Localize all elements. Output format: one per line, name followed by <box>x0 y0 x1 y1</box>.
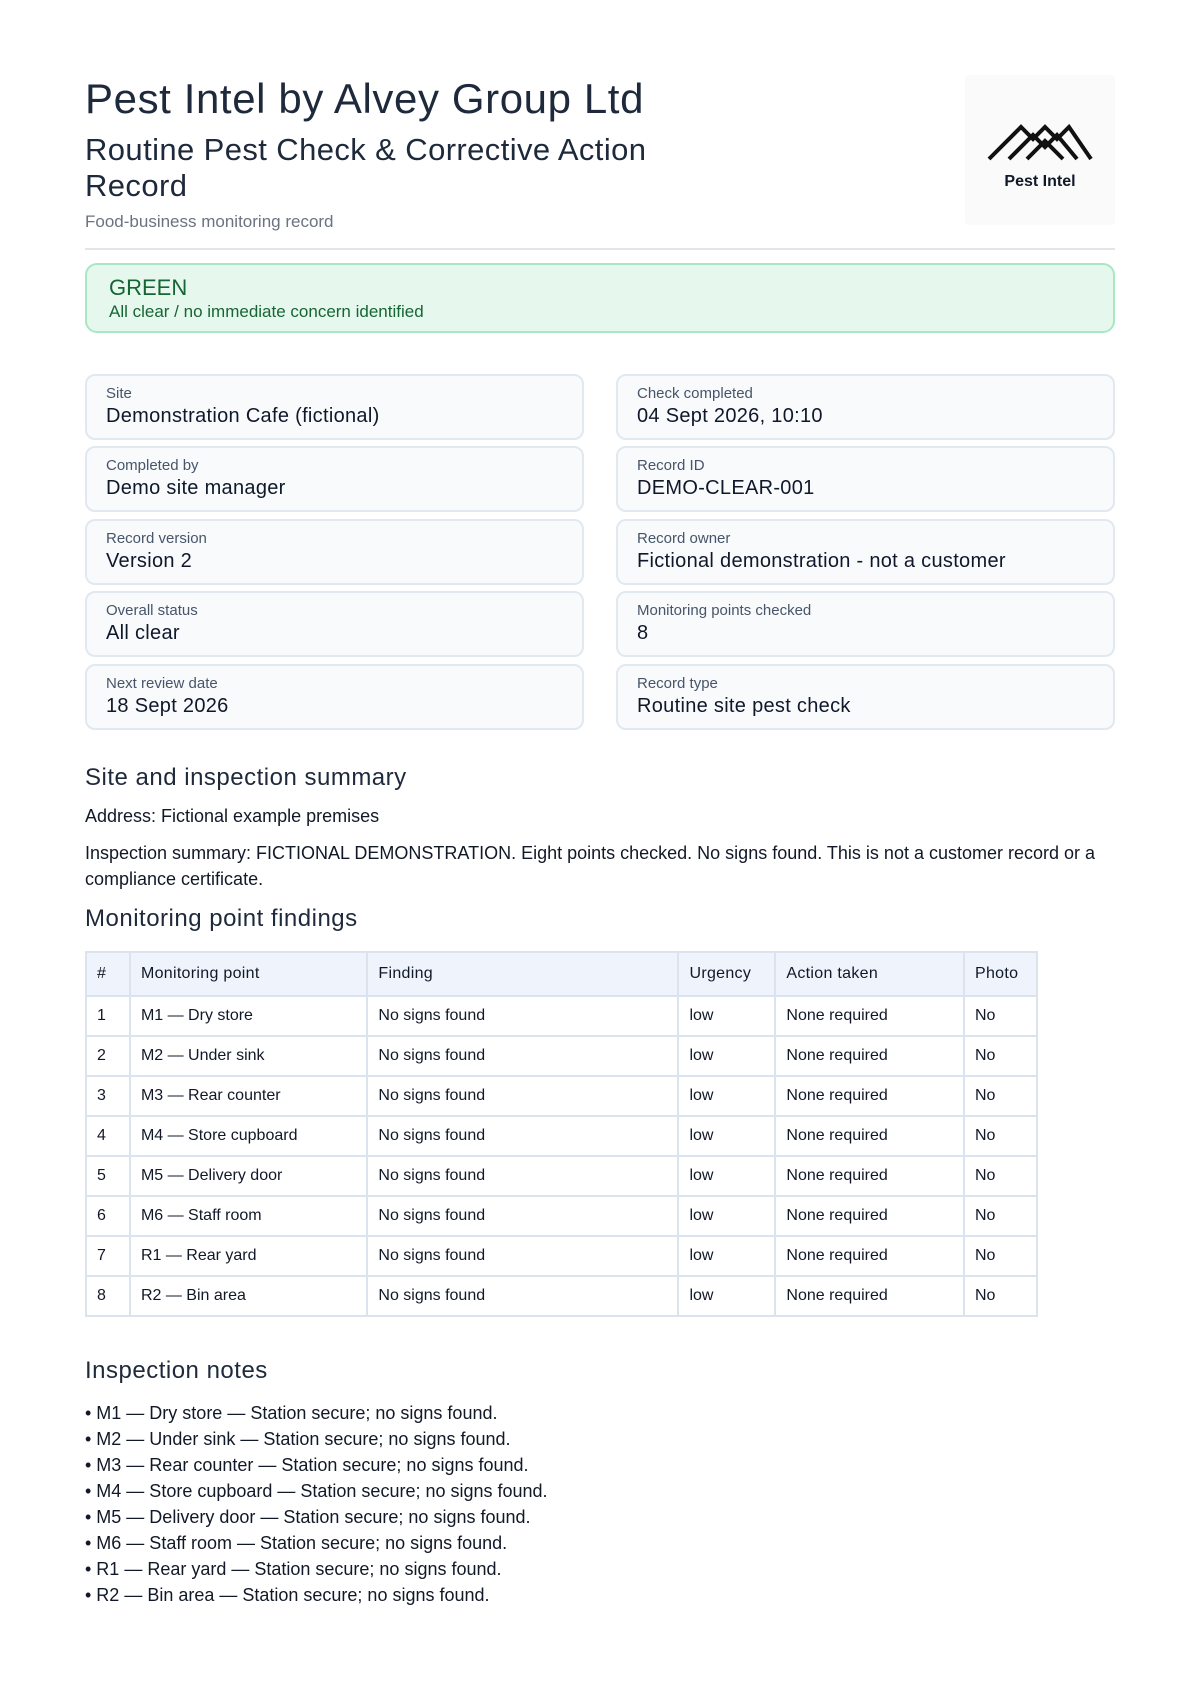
table-cell: 8 <box>86 1276 130 1316</box>
status-level: GREEN <box>109 275 188 300</box>
info-value: All clear <box>106 622 180 644</box>
info-value: Demonstration Cafe (fictional) <box>106 405 380 427</box>
table-cell: No <box>964 1116 1037 1156</box>
table-row <box>86 1036 1037 1076</box>
table-cell: No <box>964 1156 1037 1196</box>
table-cell: 4 <box>86 1116 130 1156</box>
info-value: DEMO-CLEAR-001 <box>637 477 815 499</box>
table-cell: No signs found <box>367 1076 678 1116</box>
column-header: Finding <box>367 952 678 996</box>
table-cell: M4 — Store cupboard <box>130 1116 367 1156</box>
info-card-record-id <box>616 446 1115 512</box>
info-card-overall-status <box>85 591 584 657</box>
table-cell: M3 — Rear counter <box>130 1076 367 1116</box>
table-row <box>86 1076 1037 1116</box>
table-cell: 2 <box>86 1036 130 1076</box>
info-card-record-type <box>616 664 1115 730</box>
info-label: Next review date <box>106 675 218 692</box>
column-header: Urgency <box>678 952 775 996</box>
table-row <box>86 1196 1037 1236</box>
info-value: 04 Sept 2026, 10:10 <box>637 405 823 427</box>
table-row <box>86 1116 1037 1156</box>
table-cell: No <box>964 1196 1037 1236</box>
info-card-record-version <box>85 519 584 585</box>
table-cell: None required <box>775 1036 964 1076</box>
document-page <box>85 0 1115 1605</box>
table-cell: M6 — Staff room <box>130 1196 367 1236</box>
table-cell: low <box>678 1036 775 1076</box>
table-cell: No <box>964 996 1037 1036</box>
info-label: Check completed <box>637 385 753 402</box>
table-cell: M1 — Dry store <box>130 996 367 1036</box>
table-cell: No signs found <box>367 1156 678 1196</box>
info-value: Version 2 <box>106 550 193 572</box>
table-cell: No <box>964 1076 1037 1116</box>
table-cell: low <box>678 1196 775 1236</box>
list-item: • M2 — Under sink — Station secure; no signs found. <box>85 1429 511 1449</box>
table-cell: None required <box>775 996 964 1036</box>
table-cell: None required <box>775 1276 964 1316</box>
table-cell: No signs found <box>367 996 678 1036</box>
document-title: Pest Intel by Alvey Group Ltd <box>85 75 645 122</box>
status-banner <box>85 263 1115 333</box>
table-cell: No <box>964 1036 1037 1076</box>
info-label: Record ID <box>637 457 705 474</box>
table-cell: low <box>678 1236 775 1276</box>
info-card-next-review <box>85 664 584 730</box>
table-row <box>86 1156 1037 1196</box>
table-cell: None required <box>775 1076 964 1116</box>
info-value: 8 <box>637 622 649 644</box>
table-cell: None required <box>775 1236 964 1276</box>
table-row <box>86 1236 1037 1276</box>
info-value: 18 Sept 2026 <box>106 695 229 717</box>
info-label: Monitoring points checked <box>637 602 812 619</box>
list-item: • R2 — Bin area — Station secure; no signs found. <box>85 1585 490 1605</box>
info-label: Site <box>106 385 132 402</box>
info-card-site <box>85 374 584 440</box>
info-card-check-completed <box>616 374 1115 440</box>
column-header: Action taken <box>775 952 964 996</box>
address-line: Address: Fictional example premises <box>85 806 380 826</box>
table-cell: 5 <box>86 1156 130 1196</box>
info-value: Routine site pest check <box>637 695 851 717</box>
info-label: Completed by <box>106 457 199 474</box>
table-cell: No <box>964 1236 1037 1276</box>
notes-list <box>85 1400 548 1608</box>
table-cell: M5 — Delivery door <box>130 1156 367 1196</box>
table-cell: low <box>678 996 775 1036</box>
table-cell: R1 — Rear yard <box>130 1236 367 1276</box>
table-cell: None required <box>775 1196 964 1236</box>
document-subtitle: Routine Pest Check & Corrective Action Record <box>85 132 647 203</box>
info-label: Record owner <box>637 530 731 547</box>
findings-heading: Monitoring point findings <box>85 905 358 932</box>
column-header: Photo <box>964 952 1037 996</box>
summary-heading: Site and inspection summary <box>85 764 407 791</box>
document-tagline: Food-business monitoring record <box>85 212 334 231</box>
table-cell: No signs found <box>367 1276 678 1316</box>
table-cell: 7 <box>86 1236 130 1276</box>
table-cell: low <box>678 1156 775 1196</box>
table-cell: low <box>678 1076 775 1116</box>
table-row <box>86 996 1037 1036</box>
inspection-summary: Inspection summary: FICTIONAL DEMONSTRATION. Eight points checked. No signs found. This is not a customer record or a compliance certificate. <box>85 843 1096 889</box>
table-cell: 6 <box>86 1196 130 1236</box>
list-item: • M6 — Staff room — Station secure; no signs found. <box>85 1533 508 1553</box>
table-cell: 1 <box>86 996 130 1036</box>
company-logo <box>965 75 1115 225</box>
column-header: Monitoring point <box>130 952 367 996</box>
list-item: • R1 — Rear yard — Station secure; no signs found. <box>85 1559 502 1579</box>
table-cell: 3 <box>86 1076 130 1116</box>
table-cell: No signs found <box>367 1236 678 1276</box>
list-item: • M3 — Rear counter — Station secure; no signs found. <box>85 1455 529 1475</box>
document-header <box>85 0 1115 250</box>
list-item: • M1 — Dry store — Station secure; no signs found. <box>85 1403 498 1423</box>
table-cell: low <box>678 1116 775 1156</box>
info-card-points-checked <box>616 591 1115 657</box>
info-label: Record type <box>637 675 718 692</box>
logo-text: Pest Intel <box>1004 173 1076 190</box>
info-card-completed-by <box>85 446 584 512</box>
info-card-record-owner <box>616 519 1115 585</box>
info-value: Demo site manager <box>106 477 286 499</box>
info-label: Overall status <box>106 602 198 619</box>
table-header-row <box>86 952 1037 996</box>
table-cell: None required <box>775 1116 964 1156</box>
info-label: Record version <box>106 530 207 547</box>
list-item: • M4 — Store cupboard — Station secure; no signs found. <box>85 1481 548 1501</box>
table-cell: No signs found <box>367 1116 678 1156</box>
mountain-logo-icon <box>987 123 1093 165</box>
table-row <box>86 1276 1037 1316</box>
notes-heading: Inspection notes <box>85 1357 268 1384</box>
table-cell: No signs found <box>367 1036 678 1076</box>
status-text: All clear / no immediate concern identified <box>109 302 424 321</box>
table-cell: low <box>678 1276 775 1316</box>
table-cell: No signs found <box>367 1196 678 1236</box>
table-cell: None required <box>775 1156 964 1196</box>
table-cell: R2 — Bin area <box>130 1276 367 1316</box>
column-header: # <box>86 952 130 996</box>
table-cell: M2 — Under sink <box>130 1036 367 1076</box>
info-value: Fictional demonstration - not a customer <box>637 550 1006 572</box>
list-item: • M5 — Delivery door — Station secure; no signs found. <box>85 1507 531 1527</box>
findings-table <box>85 951 1038 1317</box>
table-cell: No <box>964 1276 1037 1316</box>
